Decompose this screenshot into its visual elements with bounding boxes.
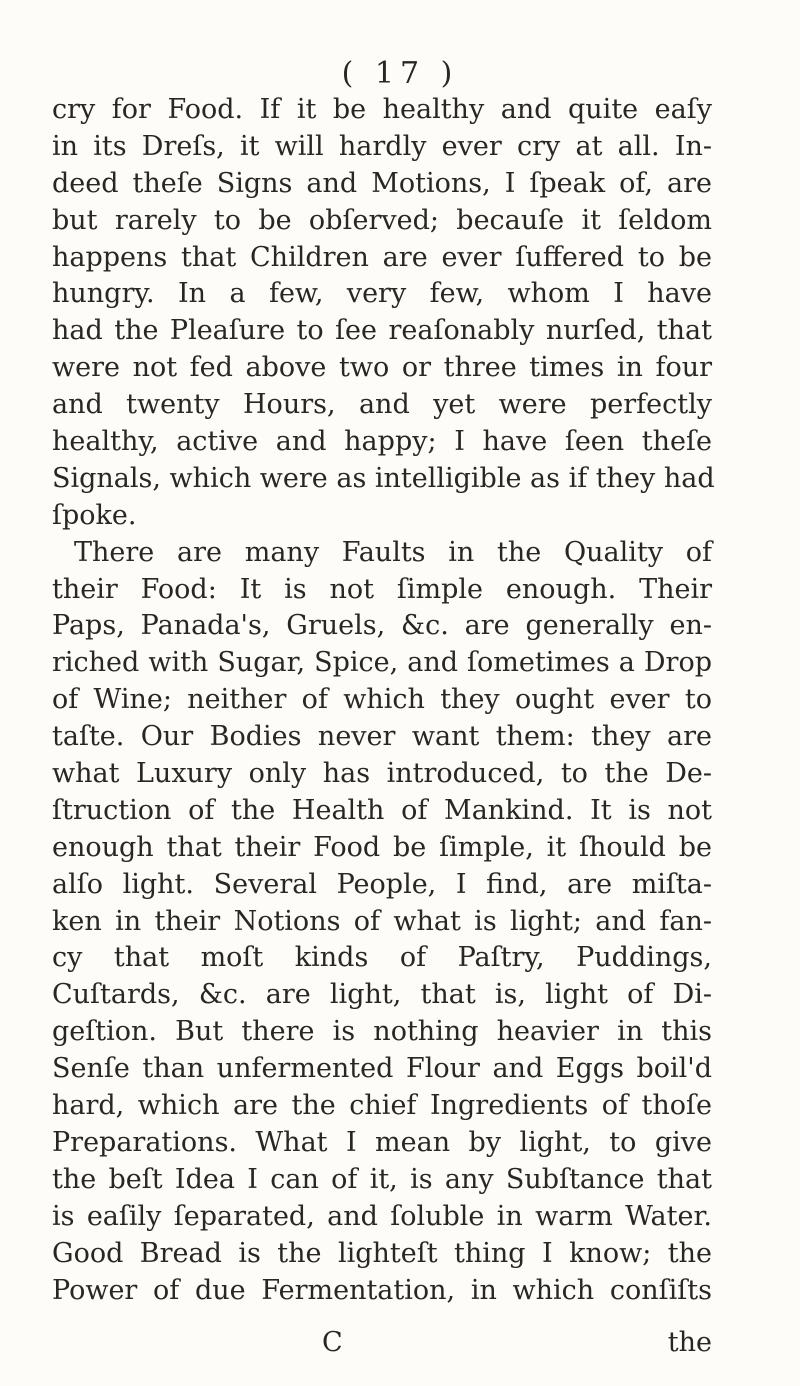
text-line: healthy, active and happy; I have ſeen theſe <box>52 426 712 458</box>
text-line: hungry. In a few, very few, whom I have <box>52 278 712 310</box>
text-line: ken in their Notions of what is light; and fan- <box>52 905 712 937</box>
catchword: the <box>667 1327 712 1358</box>
text-line: were not fed above two or three times in four <box>52 352 712 384</box>
signature-mark: C <box>322 1327 343 1358</box>
text-line: but rarely to be obſerved; becauſe it ſeldom <box>52 204 712 236</box>
text-line: Preparations. What I mean by light, to give <box>52 1126 712 1158</box>
body-text <box>52 92 715 1309</box>
text-line: had the Pleaſure to ſee reaſonably nurſed, that <box>52 315 712 347</box>
text-line: Cuſtards, &c. are light, that is, light of Di- <box>52 979 712 1011</box>
text-line: in its Dreſs, it will hardly ever cry at all. In- <box>52 130 712 162</box>
text-line: Signals, which were as intelligible as if they had <box>52 462 715 494</box>
text-line: hard, which are the chief Ingredients of thoſe <box>52 1090 712 1122</box>
text-line: cy that moſt kinds of Paſtry, Puddings, <box>52 942 712 974</box>
page-footer <box>52 1325 712 1361</box>
paragraph-start-line: There are many Faults in the Quality of <box>74 536 712 568</box>
text-line: riched with Sugar, Spice, and ſometimes a Drop <box>52 647 712 679</box>
text-line: their Food: It is not ſimple enough. Their <box>52 573 712 605</box>
text-line: and twenty Hours, and yet were perfectly <box>52 389 712 421</box>
text-line: alſo light. Several People, I find, are miſta- <box>52 868 712 900</box>
text-line: happens that Children are ever ſuffered to be <box>52 241 712 273</box>
text-line: Power of due Fermentation, in which conſiſts <box>52 1274 712 1306</box>
text-line: cry for Food. If it be healthy and quite eaſy <box>52 94 712 125</box>
text-line: is eaſily ſeparated, and ſoluble in warm Water. <box>52 1200 712 1232</box>
text-line: enough that their Food be ſimple, it ſhould be <box>52 831 712 863</box>
text-line: of Wine; neither of which they ought ever to <box>52 684 712 716</box>
text-line: Good Bread is the lighteſt thing I know; the <box>52 1237 712 1269</box>
text-line: Paps, Panada's, Gruels, &c. are generally en- <box>52 610 712 642</box>
text-line: geſtion. But there is nothing heavier in this <box>52 1016 712 1048</box>
text-line: the beſt Idea I can of it, is any Subſtance that <box>52 1163 712 1195</box>
text-line: ſtruction of the Health of Mankind. It is not <box>52 794 712 826</box>
text-line: ſpoke. <box>52 499 137 531</box>
text-line: taſte. Our Bodies never want them: they are <box>52 721 712 753</box>
page-number: ( 17 ) <box>341 56 459 91</box>
text-line: Senſe than unfermented Flour and Eggs boil'd <box>52 1053 712 1085</box>
text-line: what Luxury only has introduced, to the De- <box>52 758 712 790</box>
text-line: deed theſe Signs and Motions, I ſpeak of, are <box>52 167 712 199</box>
